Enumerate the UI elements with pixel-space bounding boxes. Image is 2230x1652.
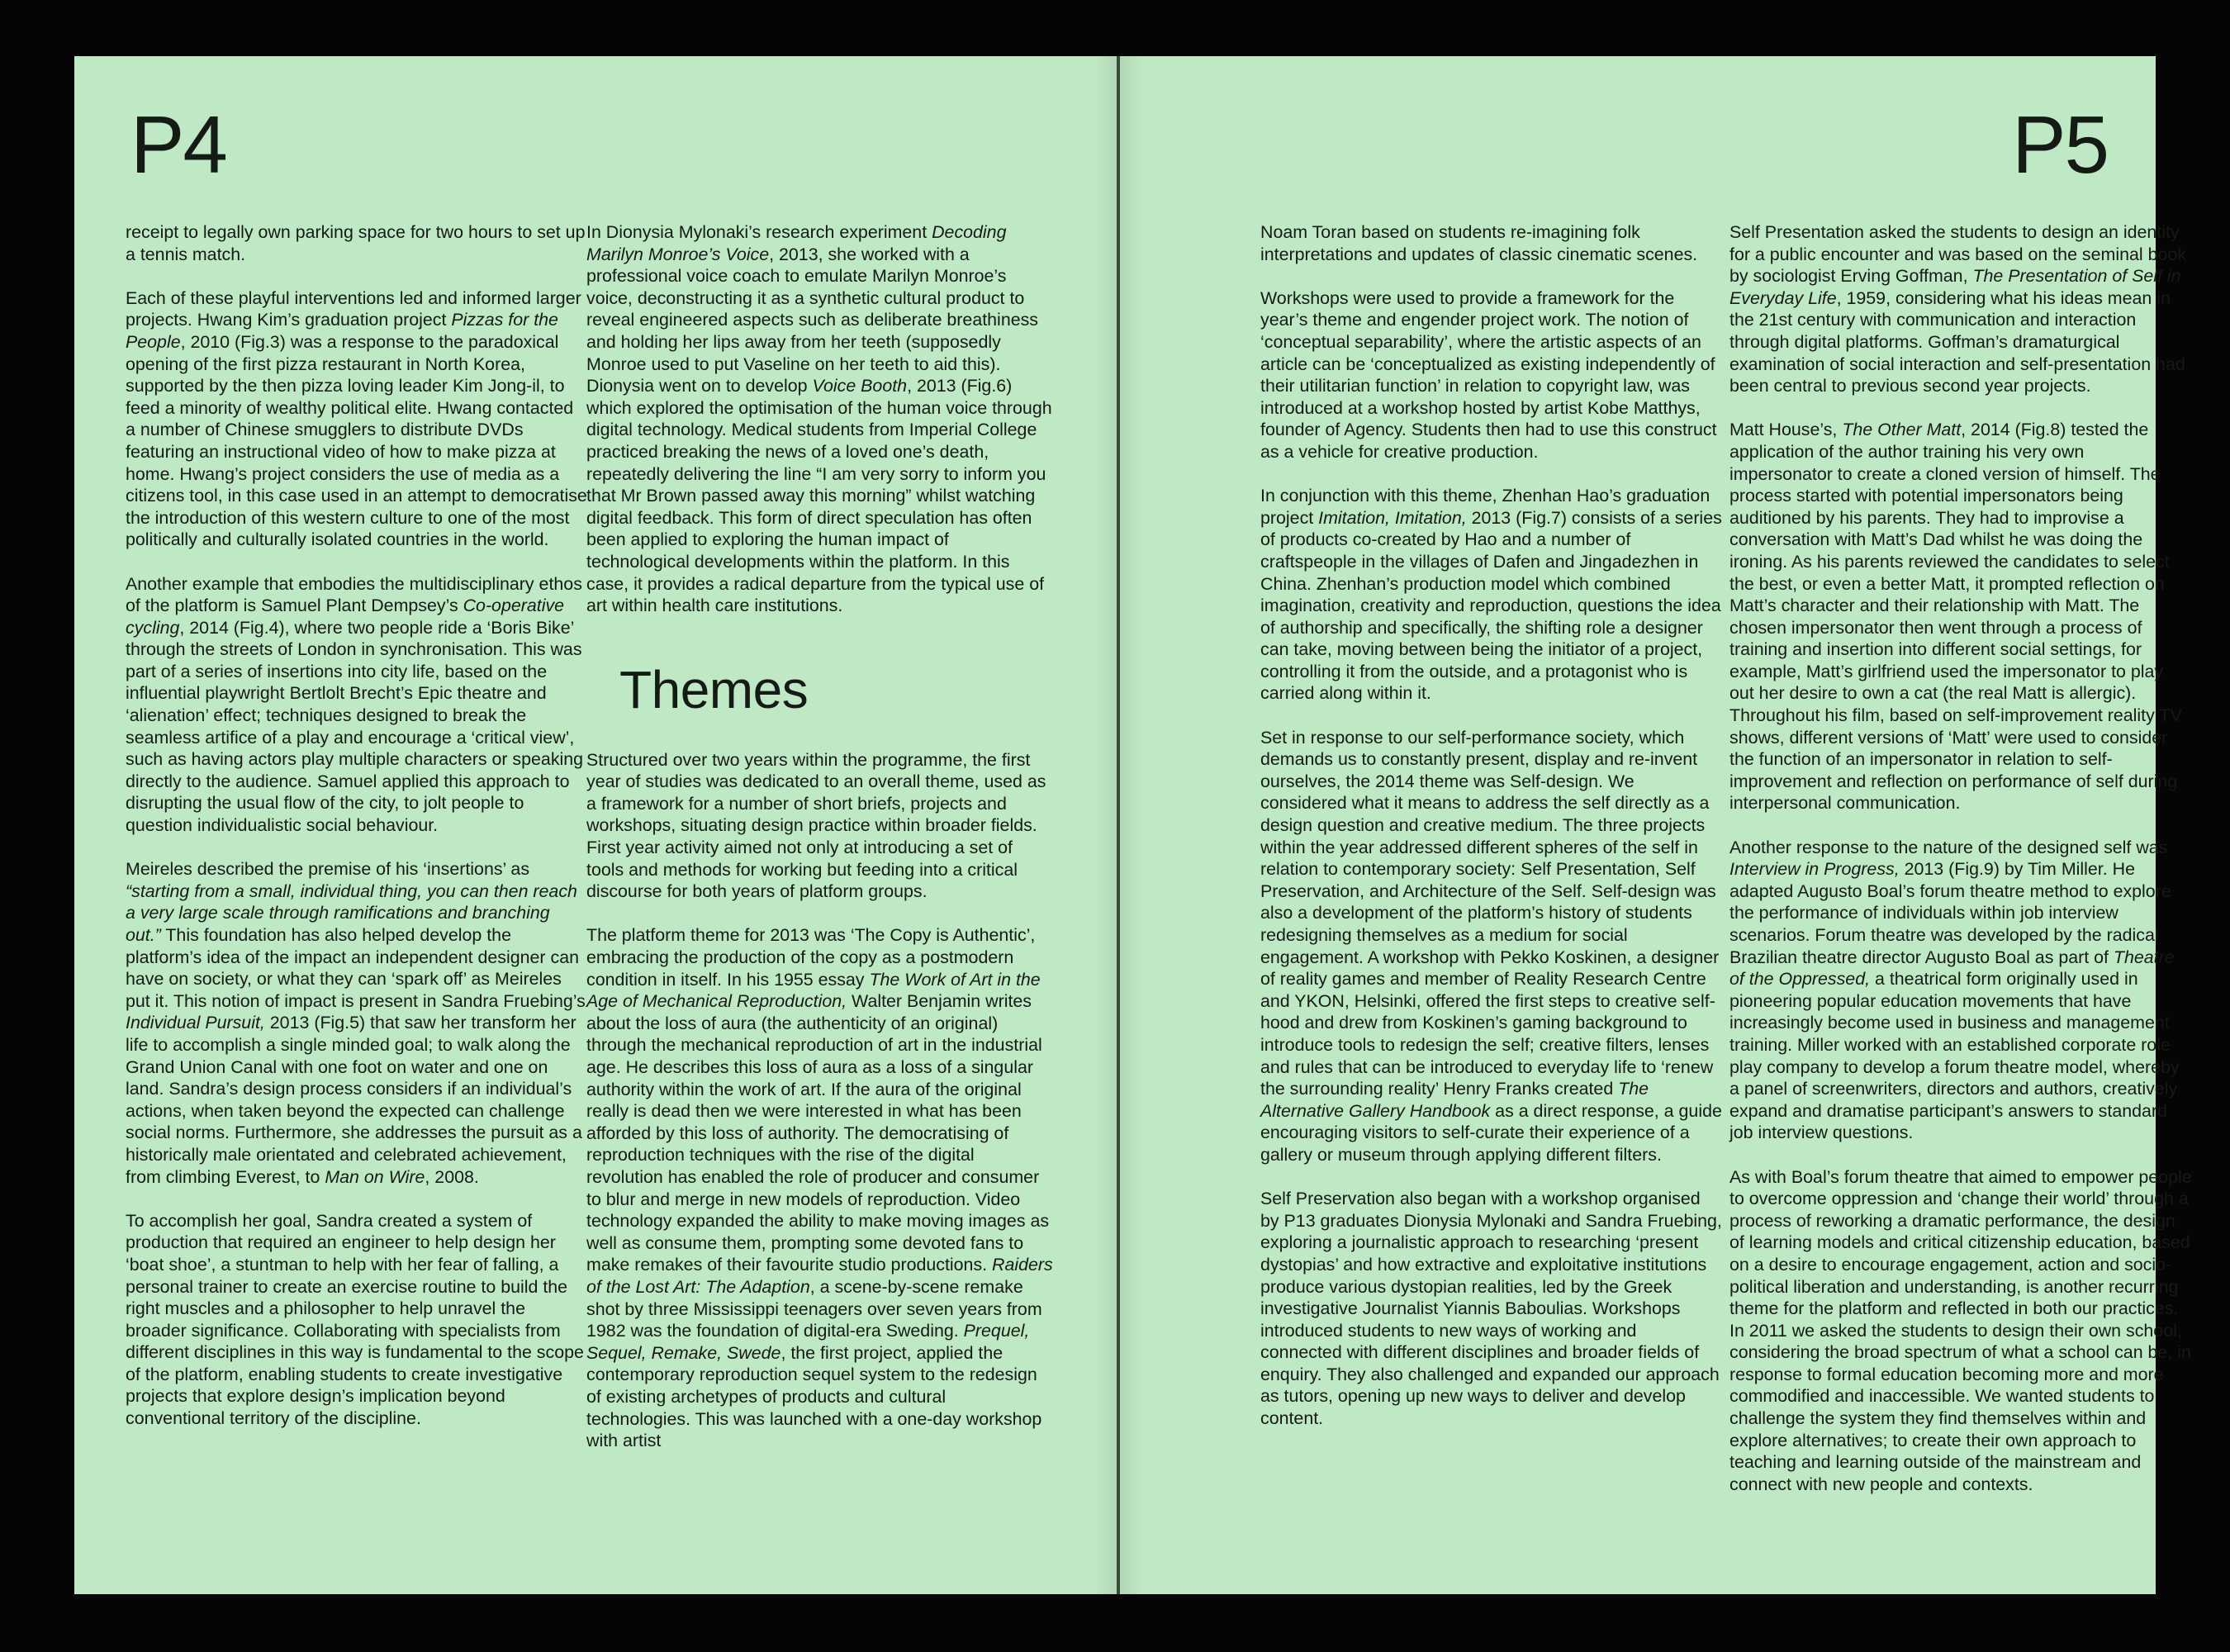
- page-number-left: P4: [130, 99, 226, 190]
- paragraph: receipt to legally own parking space for two hours to set up a tennis match.: [126, 222, 586, 264]
- paragraph: Meireles described the premise of his ‘insertions’ as “starting from a small, individual thing, you can then reach a very large scale through ramifications and branching out.” This foundation has also helped develop the platform’s idea of the impact an independent designer can have on society, or what they can ‘spark off’ as Meireles put it. This notion of impact is present in Sandra Fruebing’s Individual Pursuit, 2013 (Fig.5) that saw her transform her life to accomplish a single minded goal; to walk along the Grand Union Canal with one foot on water and one on land. Sandra’s design process considers if an individual’s actions, when taken beyond the expected can challenge social norms. Furthermore, she addresses the pursuit as a historically male orientated and celebrated achievement, from climbing Everest, to Man on Wire, 2008.: [126, 859, 586, 1187]
- paragraph: Another example that embodies the multidisciplinary ethos of the platform is Samuel Plant Dempsey’s Co-operative cycling, 2014 (Fig.4), where two people ride a ‘Boris Bike’ through the streets of London in synchronisation. This was part of a series of insertions into city life, based on the influential playwright Bertlolt Brecht’s Epic theatre and ‘alienation’ effect; techniques designed to break the seamless artifice of a play and encourage a ‘critical view’, such as having actors play multiple characters or speaking directly to the audience. Samuel applied this approach to disrupting the usual flow of the city, to jolt people to question individualistic social behaviour.: [126, 573, 584, 836]
- paragraph: Structured over two years within the programme, the first year of studies was dedicated to an overall theme, used as a framework for a number of short briefs, projects and workshops, situating design practice within broader fields. First year activity aimed not only at introducing a set of tools and methods for working but feeding into a critical discourse for both years of platform groups.: [586, 749, 1046, 902]
- italic-title: Individual Pursuit,: [126, 1013, 265, 1033]
- paragraph: In Dionysia Mylonaki’s research experiment Decoding Marilyn Monroe’s Voice, 2013, she worked with a professional voice coach to emulate Marilyn Monroe’s voice, deconstructing it as a synthetic cultural product to reveal engineered aspects such as deliberate breathiness and holding her lips away from her teeth (supposedly Monroe used to put Vaseline on her teeth to aid this). Dionysia went on to develop Voice Booth, 2013 (Fig.6) which explored the optimisation of the human voice through digital technology. Medical students from Imperial College practiced breaking the news of a loved one’s death, repeatedly delivering the line “I am very sorry to inform you that Mr Brown passed away this morning” whilst watching digital feedback. This form of direct speculation has often been applied to exploring the human impact of technological developments within the platform. In this case, it provides a radical departure from the typical use of art within health care institutions.: [586, 222, 1052, 616]
- italic-title: Man on Wire: [325, 1166, 425, 1187]
- italic-title: Theatre of the Oppressed,: [1729, 947, 2175, 990]
- paragraph: As with Boal’s forum theatre that aimed to empower people to overcome oppression and ‘change their world’ through a process of reworking a dramatic performance, the design of learning models and critical citizenship education, based on a desire to encourage engagement, action and socio-political liberation and understanding, is another recurring theme for the platform and reflected in both our practices. In 2011 we asked the students to design their own school, considering the broad spectrum of what a school can be, in response to formal education becoming more and more commodified and inaccessible. We wanted students to challenge the system they find themselves within and explore alternatives; to create their own approach to teaching and learning outside of the mainstream and connect with new people and contexts.: [1729, 1166, 2192, 1494]
- paragraph: Workshops were used to provide a framework for the year’s theme and engender project work. The notion of ‘conceptual separability’, where the artistic aspects of an article can be ‘conceptualized as existing independently of their utilitarian function’ in relation to copyright law, was introduced at a workshop hosted by artist Kobe Matthys, founder of Agency. Students then had to use this construct as a vehicle for creative production.: [1260, 287, 1717, 462]
- paragraph: Set in response to our self-performance society, which demands us to constantly present, display and re-invent ourselves, the 2014 theme was Self-design. We considered what it means to address the self directly as a design question and creative medium. The three projects within the year addressed different spheres of the self in relation to contemporary society: Self Presentation, Self Preservation, and Architecture of the Self. Self-design was also a development of the platform’s history of students redesigning themselves as a medium for social engagement. A workshop with Pekko Koskinen, a designer of reality games and member of Reality Research Centre and YKON, Helsinki, offered the first steps to creative self-hood and drew from Koskinen’s gaming background to introduce tools to redesign the self; creative filters, lenses and rules that can be introduced to everyday life to ‘renew the surrounding reality’ Henry Franks created The Alternative Gallery Handbook as a direct response, a guide encouraging visitors to self-curate their experience of a gallery or museum through applying different filters.: [1260, 727, 1722, 1165]
- italic-title: Raiders of the Lost Art: The Adaption: [586, 1255, 1053, 1297]
- paragraph: Each of these playful interventions led and informed larger projects. Hwang Kim’s graduation project Pizzas for the People, 2010 (Fig.3) was a response to the paradoxical opening of the first pizza restaurant in North Korea, supported by the then pizza loving leader Kim Jong-il, to feed a minority of wealthy political elite. Hwang contacted a number of Chinese smugglers to distribute DVDs featuring an instructional video of how to make pizza at home. Hwang’s project considers the use of media as a citizens tool, in this case used in an attempt to democratise the introduction of this western culture to one of the most politically and culturally isolated countries in the world.: [126, 287, 587, 550]
- paragraph: In conjunction with this theme, Zhenhan Hao’s graduation project Imitation, Imitation, 2013 (Fig.7) consists of a series of products co-created by Hao and a number of craftspeople in the villages of Dafen and Jingadezhen in China. Zhenhan’s production model which combined imagination, creativity and reproduction, questions the idea of authorship and specifically, the shifting role a designer can take, moving between being the initiator of a project, controlling it from the outside, and a protagonist who is carried along within it.: [1260, 486, 1722, 704]
- section-heading-themes: Themes: [619, 659, 809, 719]
- booklet-spread: [74, 56, 2192, 1594]
- left-page-column-2: [586, 221, 1054, 1474]
- italic-title: Voice Booth: [812, 376, 908, 396]
- right-page-column-2: [1729, 221, 2192, 1517]
- italic-title: Decoding Marilyn Monroe’s Voice: [586, 222, 1007, 264]
- column-2-top-text: [586, 221, 1054, 617]
- italic-title: “starting from a small, individual thing, you can then reach a very large scale through ramifications and branching out.”: [126, 881, 577, 945]
- italic-title: Pizzas for the People: [126, 310, 558, 352]
- right-page-column-1: [1260, 221, 1723, 1451]
- paragraph: Self Preservation also began with a workshop organised by P13 graduates Dionysia Mylonaki and Sandra Fruebing, exploring a journalistic approach to researching ‘present dystopias’ and how extractive and exploitative institutions produce various dystopian realities, led by the Greek investigative Journalist Yiannis Baboulias. Workshops introduced students to new ways of working and connected with different disciplines and broader fields of enquiry. They also challenged and expanded our approach as tutors, opening up new ways to deliver and develop content.: [1260, 1189, 1722, 1429]
- italic-title: Prequel, Sequel, Remake, Swede: [586, 1321, 1030, 1363]
- left-page: [74, 56, 1117, 1594]
- italic-title: Interview in Progress,: [1729, 859, 1900, 880]
- left-page-column-1: [126, 221, 588, 1451]
- page-number-right: P5: [2012, 99, 2108, 190]
- paragraph: Matt House’s, The Other Matt, 2014 (Fig.8) tested the application of the author training his very own impersonator to create a cloned version of himself. The process started with potential impersonators being auditioned by his parents. They had to improvise a conversation with Matt’s Dad whilst he was doing the ironing. As his parents reviewed the candidates to select the best, or even a better Matt, it prompted reflection on Matt’s character and their relationship with Matt. The chosen impersonator then went through a process of training and insertion into different social settings, for example, Matt’s girlfriend used the impersonator to play out her desire to own a cat (the real Matt is allergic). Throughout his film, based on self-improvement reality TV shows, different versions of ‘Matt’ were used to consider the function of an impersonator in relation to self-improvement and reflection on performance of self during interpersonal communication.: [1729, 420, 2182, 814]
- italic-title: Imitation, Imitation,: [1318, 507, 1467, 528]
- italic-title: Co-operative cycling: [126, 596, 565, 638]
- paragraph: To accomplish her goal, Sandra created a system of production that required an engineer to help design her ‘boat shoe’, a stuntman to help with her fear of falling, a personal trainer to create an exercise routine to build the right muscles and a philosopher to help unravel the broader significance. Collaborating with specialists from different disciplines in this way is fundamental to the scope of the platform, enabling students to create investigative projects that explore design’s implication beyond conventional territory of the discipline.: [126, 1210, 584, 1429]
- column-2-bottom-text: [586, 749, 1054, 1452]
- italic-title: The Alternative Gallery Handbook: [1260, 1079, 1649, 1121]
- paragraph: Noam Toran based on students re-imagining folk interpretations and updates of classic cinematic scenes.: [1260, 222, 1698, 264]
- paragraph: Another response to the nature of the designed self was Interview in Progress, 2013 (Fig.9) by Tim Miller. He adapted Augusto Boal’s forum theatre method to explore the performance of individuals within job interview scenarios. Forum theatre was developed by the radical Brazilian theatre director Augusto Boal as part of Theatre of the Oppressed, a theatrical form originally used in pioneering popular education movements that have increasingly become used in business and management training. Miller worked with an established corporate role play company to develop a forum theatre model, whereby a panel of screenwriters, directors and authors, creatively expand and dramatise participant’s answers to standard job interview questions.: [1729, 837, 2180, 1143]
- paragraph: The platform theme for 2013 was ‘The Copy is Authentic’, embracing the production of the copy as a postmodern condition in itself. In his 1955 essay The Work of Art in the Age of Mechanical Reproduction, Walter Benjamin writes about the loss of aura (the authenticity of an original) through the mechanical reproduction of art in the industrial age. He describes this loss of aura as a loss of a singular authority within the work of art. If the aura of the original really is dead then we were interested in what has been afforded by this loss of authority. The democratising of reproduction techniques with the rise of the digital revolution has enabled the role of producer and consumer to blur and merge in new models of reproduction. Video technology expanded the ability to make moving images as well as consume them, prompting some devoted fans to make remakes of their favourite studio productions. Raiders of the Lost Art: The Adaption, a scene-by-scene remake shot by three Mississippi teenagers over seven years from 1982 was the foundation of digital-era Sweding. Prequel, Sequel, Remake, Swede, the first project, applied the contemporary reproduction sequel system to the redesign of existing archetypes of products and cultural technologies. This was launched with a one-day workshop with artist: [586, 925, 1053, 1451]
- italic-title: The Other Matt: [1842, 420, 1962, 440]
- paragraph: Self Presentation asked the students to design an identity for a public encounter and was based on the seminal book by sociologist Erving Goffman, The Presentation of Self in Everyday Life, 1959, considering what his ideas mean in the 21st century with communication and interaction through digital platforms. Goffman’s dramaturgical examination of social interaction and self-presentation had been central to previous second year projects.: [1729, 222, 2186, 396]
- italic-title: The Work of Art in the Age of Mechanical Reproduction,: [586, 969, 1041, 1012]
- right-page: [1120, 56, 2192, 1594]
- gutter-shadow: [1120, 56, 1141, 1594]
- gutter-shadow: [1095, 56, 1117, 1594]
- italic-title: The Presentation of Self in Everyday Life: [1729, 266, 2181, 308]
